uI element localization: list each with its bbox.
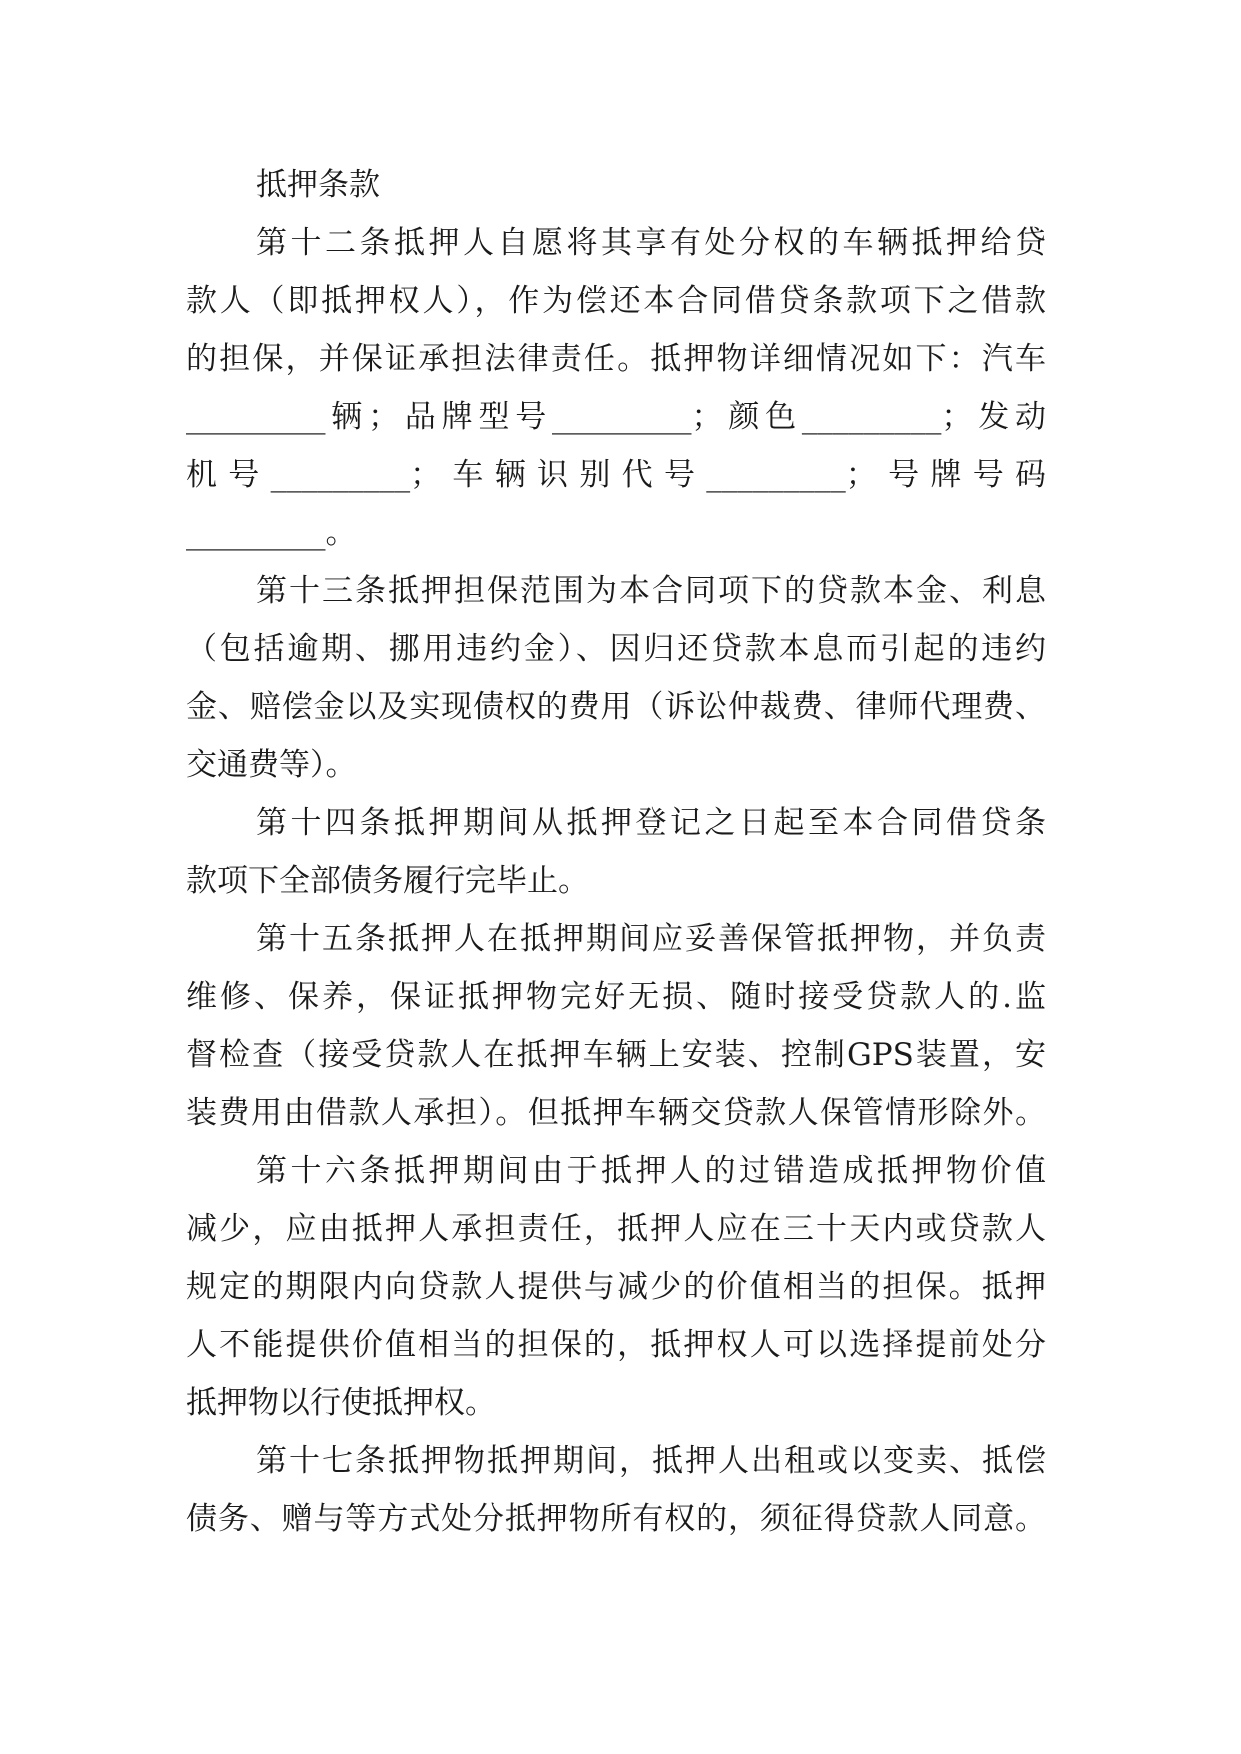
text-line: 减少，应由抵押人承担责任，抵押人应在三十天内或贷款人: [186, 1211, 1046, 1247]
text-line: _________辆；品牌型号_________；颜色_________；发动: [186, 399, 1046, 435]
text-line: 人不能提供价值相当的担保的，抵押权人可以选择提前处分: [186, 1327, 1046, 1363]
text-line: 第十六条抵押期间由于抵押人的过错造成抵押物价值: [256, 1153, 1046, 1189]
text-line: （包括逾期、挪用违约金）、因归还贷款本息而引起的违约: [186, 631, 1046, 667]
text-line: 债务、赠与等方式处分抵押物所有权的，须征得贷款人同意。: [186, 1501, 1046, 1537]
text-line: 规定的期限内向贷款人提供与减少的价值相当的担保。抵押: [186, 1269, 1046, 1305]
text-line: 第十五条抵押人在抵押期间应妥善保管抵押物，并负责: [256, 921, 1046, 957]
text-line: 金、赔偿金以及实现债权的费用（诉讼仲裁费、律师代理费、: [186, 689, 1046, 725]
text-line: 维修、保养，保证抵押物完好无损、随时接受贷款人的.监: [186, 979, 1046, 1015]
text-line: 款人（即抵押权人），作为偿还本合同借贷条款项下之借款: [186, 283, 1046, 319]
text-line: 款项下全部债务履行完毕止。: [186, 863, 589, 899]
text-line: 抵押物以行使抵押权。: [186, 1385, 496, 1421]
text-line: 机号_________；车辆识别代号_________；号牌号码: [186, 457, 1046, 493]
section-heading: 抵押条款: [256, 167, 380, 203]
text-line: 督检查（接受贷款人在抵押车辆上安装、控制GPS装置，安: [186, 1037, 1046, 1073]
text-line: _________。: [186, 515, 357, 551]
text-line: 第十三条抵押担保范围为本合同项下的贷款本金、利息: [256, 573, 1046, 609]
text-line: 的担保，并保证承担法律责任。抵押物详细情况如下：汽车: [186, 341, 1046, 377]
text-line: 第十四条抵押期间从抵押登记之日起至本合同借贷条: [256, 805, 1046, 841]
text-line: 第十七条抵押物抵押期间，抵押人出租或以变卖、抵偿: [256, 1443, 1046, 1479]
text-line: 装费用由借款人承担）。但抵押车辆交贷款人保管情形除外。: [186, 1095, 1046, 1131]
text-line: 交通费等）。: [186, 747, 357, 783]
text-line: 第十二条抵押人自愿将其享有处分权的车辆抵押给贷: [256, 225, 1046, 261]
